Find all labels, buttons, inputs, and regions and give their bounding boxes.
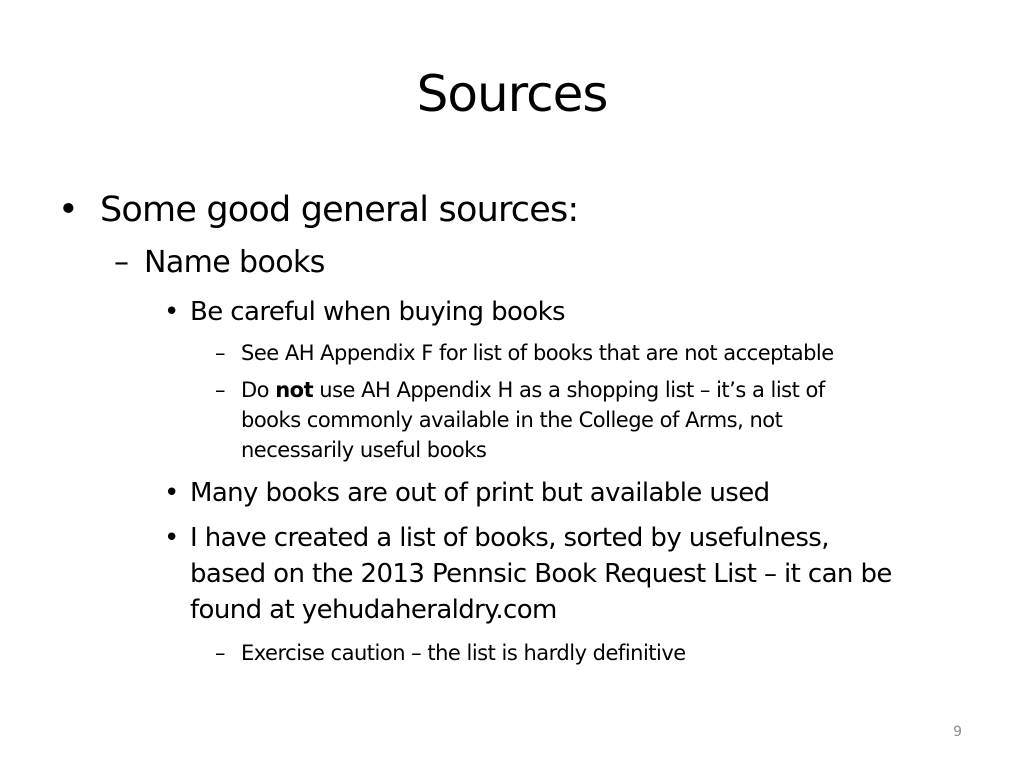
sub-item-text: See AH Appendix F for list of books that are not acceptable <box>241 341 834 365</box>
bullet-text: Many books are out of print but available used <box>190 478 770 508</box>
bullet-text: Some good general sources: <box>100 190 579 230</box>
bullet-line-3: found at yehudaheraldry.com <box>190 595 557 625</box>
bullet-marker: • <box>164 478 179 508</box>
bullet-marker: • <box>164 297 179 327</box>
bullet-marker: • <box>58 190 78 230</box>
dash-marker: – <box>114 245 129 280</box>
sub-item-line-1 <box>241 375 825 405</box>
bullet-created-list <box>164 520 892 628</box>
sub-item-suffix: use AH Appendix H as a shopping list – it’s a list of <box>313 378 825 402</box>
bullet-line-1: I have created a list of books, sorted by usefulness, <box>190 523 829 553</box>
bullet-text: Be careful when buying books <box>190 297 566 327</box>
dash-marker: – <box>215 341 225 365</box>
slide-title: Sources <box>416 65 608 123</box>
bullet-line-2: based on the 2013 Pennsic Book Request List – it can be <box>190 559 892 589</box>
sub-item-text: Exercise caution – the list is hardly definitive <box>241 641 686 665</box>
sub-item-appendix-f <box>215 338 834 368</box>
sub-item-prefix: Do <box>241 378 276 402</box>
sub-item-text: Name books <box>144 245 325 280</box>
bullet-marker: • <box>164 523 179 553</box>
dash-marker: – <box>215 378 225 402</box>
bullet-general-sources <box>58 190 579 230</box>
sub-item-name-books <box>114 245 325 281</box>
dash-marker: – <box>215 641 225 665</box>
emphasis-not: not <box>275 378 314 402</box>
sub-item-appendix-h <box>215 375 825 465</box>
sub-item-line-3: necessarily useful books <box>241 438 487 462</box>
sub-item-exercise-caution <box>215 638 686 668</box>
slide-number: 9 <box>953 724 962 740</box>
bullet-careful-buying <box>164 294 566 330</box>
sub-item-line-2: books commonly available in the College of Arms, not <box>241 408 783 432</box>
bullet-out-of-print <box>164 475 770 511</box>
